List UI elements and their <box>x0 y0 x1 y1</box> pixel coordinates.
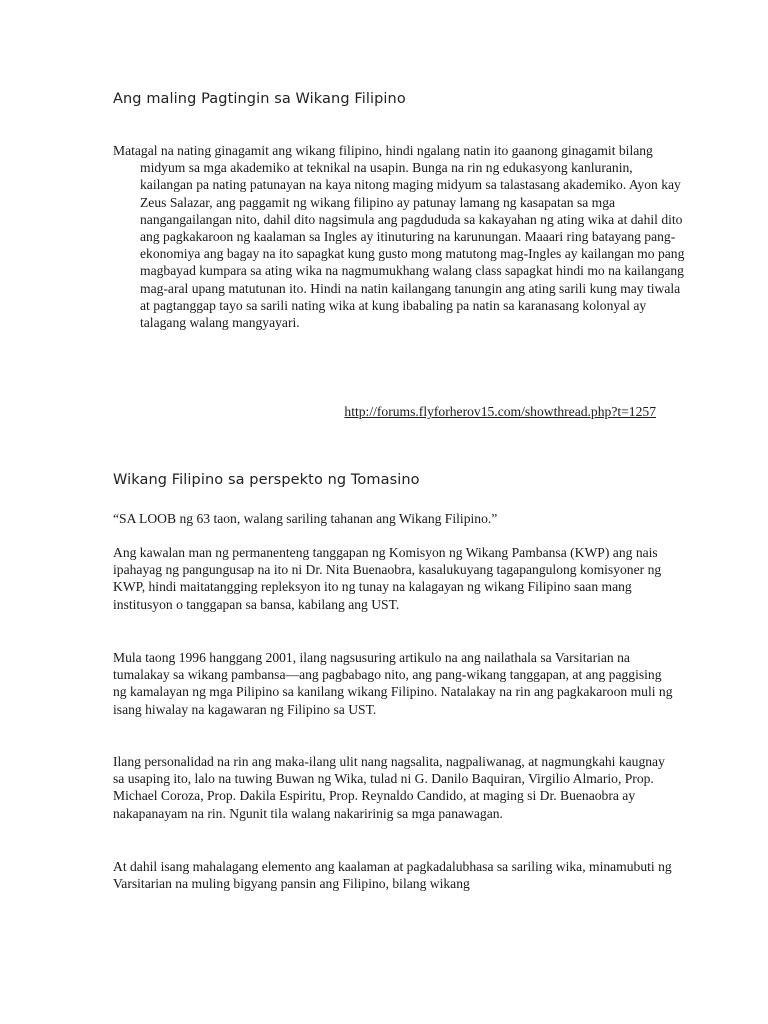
quote-paragraph: “SA LOOB ng 63 taon, walang sariling tahanan ang Wikang Filipino.” <box>113 511 498 526</box>
section-title: Wikang Filipino sa perspekto ng Tomasino <box>113 472 420 488</box>
body-paragraph: Ang kawalan man ng permanenteng tanggapan ng Komisyon ng Wikang Pambansa (KWP) ang nais ipahayag ng pangungusap na ito ni Dr. Nita Buenaobra, kasalukuyang tagapangulong komisyoner ng KWP, hindi maitatangging repleksyon ito ng tunay na kalagayan ng wikang Filipino saan mang institusyon o tanggapan sa bansa, kabilang ang UST. <box>113 545 662 612</box>
body-paragraph: Ilang personalidad na rin ang maka-ilang ulit nang nagsalita, nagpaliwanag, at nagmungkahi kaugnay sa usaping ito, lalo na tuwing Buwan ng Wika, tulad ni G. Danilo Baquiran, Virgilio Almario, Prop. Michael Coroza, Prop. Dakila Espiritu, Prop. Reynaldo Candido, at maging si Dr. Buenaobra ay nakapanayam na rin. Ngunit tila walang nakaririnig sa mga panawagan. <box>113 754 665 821</box>
source-link[interactable]: http://forums.flyforherov15.com/showthread.php?t=1257 <box>344 404 656 419</box>
section-title: Ang maling Pagtingin sa Wikang Filipino <box>113 91 406 107</box>
body-paragraph: Matagal na nating ginagamit ang wikang filipino, hindi ngalang natin ito gaanong ginagamit bilang midyum sa mga akademiko at teknikal na usapin. Bunga na rin ng edukasyong kanluranin, kailangan pa nating patunayan na kaya nitong maging midyum sa talastasang akademiko. Ayon kay Zeus Salazar, ang paggamit ng wikang filipino ay patunay lamang ng kasapatan sa mga nangangailangan nito, dahil dito nagsimula ang pagdududa sa kakayahan ng ating wika at dahil dito ang pagkakaroon ng kaalaman sa Ingles ay itinuturing na karunungan. Maaari ring batayang pang-ekonomiya ang bagay na ito sapagkat kung gusto mong matutong mag-Ingles ay kailangan mo pang magbayad kumpara sa ating wika na nagmumukhang walang class sapagkat hindi mo na kailangang mag-aral upang matutunan ito. Hindi na natin kailangang tanungin ang ating sarili kung may tiwala at pagtanggap tayo sa sarili nating wika at kung ibabaling pa natin sa karanasang kolonyal ay talagang walang mangyayari. <box>113 143 685 331</box>
body-paragraph: At dahil isang mahalagang elemento ang kaalaman at pagkadalubhasa sa sariling wika, minamubuti ng Varsitarian na muling bigyang pansin ang Filipino, bilang wikang <box>113 859 672 892</box>
body-paragraph: Mula taong 1996 hanggang 2001, ilang nagsusuring artikulo na ang nailathala sa Varsitarian na tumalakay sa wikang pambansa—ang pagbabago nito, ang pang-wikang tanggapan, at ang paggising ng kamalayan ng mga Pilipino sa kanilang wikang Filipino. Natalakay na rin ang pagkakaroon muli ng isang hiwalay na kagawaran ng Filipino sa UST. <box>113 650 673 717</box>
